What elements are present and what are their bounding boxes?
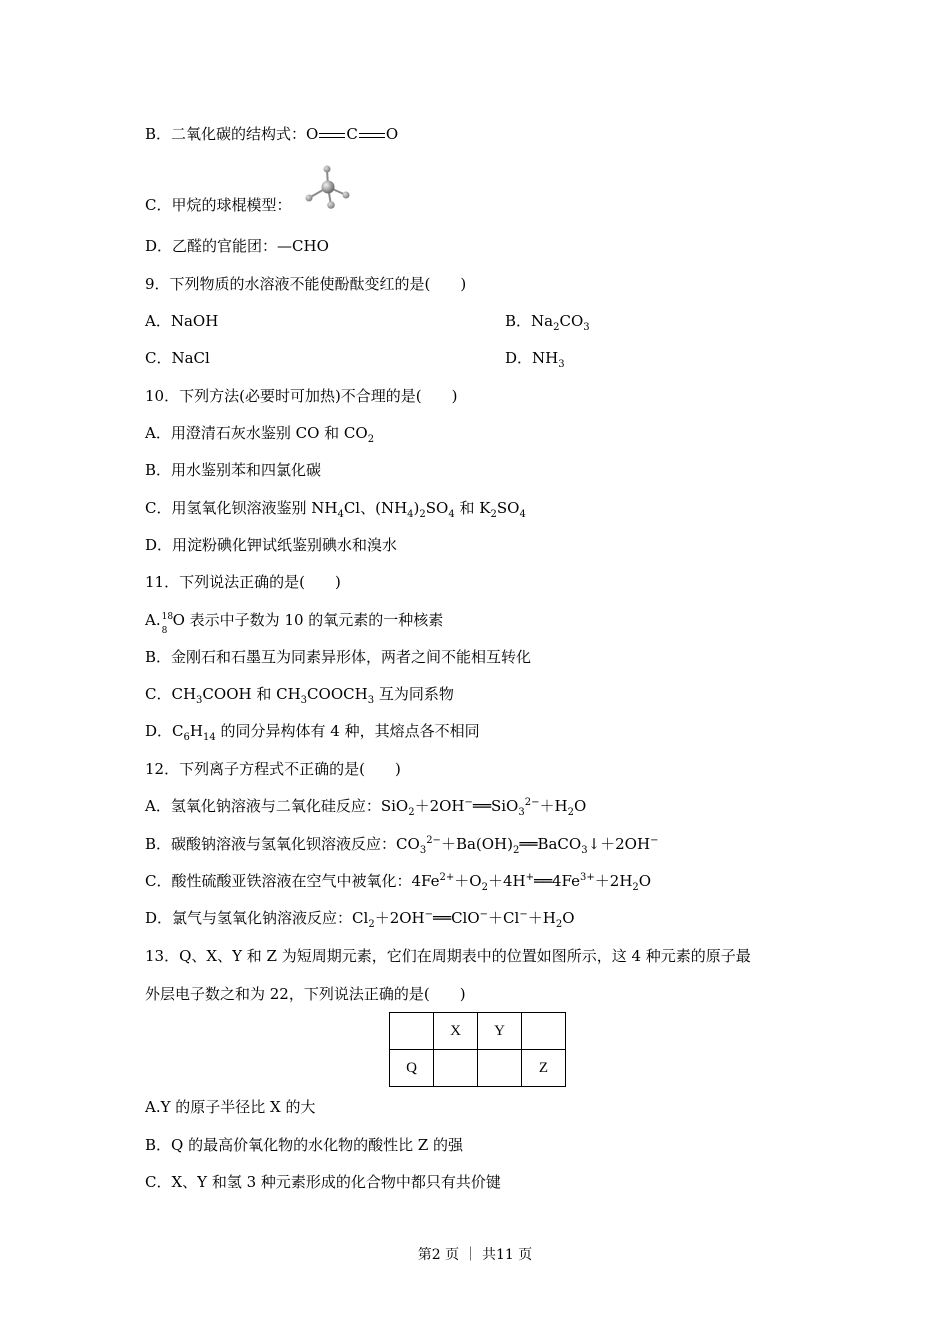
q8-option-b	[145, 124, 398, 144]
q11-stem	[145, 572, 341, 592]
option-text: A．NaOH	[145, 312, 219, 330]
formula-text: O	[306, 125, 319, 143]
option-text: A.Y 的原子半径比 X 的大	[145, 1098, 316, 1116]
q13-option-b	[145, 1135, 463, 1155]
q10-option-d	[145, 535, 397, 555]
q9-option-a	[145, 311, 218, 331]
option-text: B．金刚石和石墨互为同素异形体，两者之间不能相互转化	[145, 648, 532, 666]
q9-option-b: B．$Na_2CO_3$	[505, 312, 590, 333]
option-text: B．用水鉴别苯和四氯化碳	[145, 461, 322, 479]
double-bond-icon	[319, 133, 345, 138]
option-text: C．X、Y 和氢 3 种元素形成的化合物中都只有共价键	[145, 1173, 501, 1191]
option-text: B．二氧化碳的结构式：	[145, 125, 307, 143]
q11-option-a: A. 18 8 O 表示中子数为 10 的氧元素的一种核素	[145, 611, 444, 636]
option-text: B．Q 的最高价氧化物的水化物的酸性比 Z 的强	[145, 1136, 464, 1154]
table-cell	[390, 1013, 434, 1050]
methane-ball-stick-model-icon	[300, 165, 360, 215]
option-text: D．乙醛的官能团：—CHO	[145, 237, 329, 255]
q13-option-a	[145, 1097, 316, 1117]
q11-option-b	[145, 647, 531, 667]
q10-option-a: A．用澄清石灰水鉴别 CO 和 $CO_2$	[145, 424, 375, 445]
q11-option-d: D．$C_6H_{14}$ 的同分异构体有 4 种，其熔点各不相同	[145, 722, 480, 743]
question-text: 外层电子数之和为 22，下列说法正确的是( )	[145, 985, 466, 1003]
formula-text: O	[385, 125, 399, 143]
q12-option-a: A．氢氧化钠溶液与二氧化硅反应：$SiO_2+2OH^-══SiO_3^{2-}+H_2O$	[145, 797, 587, 818]
q10-option-c: C．用氢氧化钡溶液鉴别 $NH_4Cl$、$(NH_4)_2SO_4$ 和 $K_2SO_4$	[145, 499, 526, 520]
q13-stem-line1	[145, 946, 751, 966]
option-text: D．用淀粉碘化钾试纸鉴别碘水和溴水	[145, 536, 398, 554]
periodic-table-fragment	[389, 1012, 566, 1087]
question-text: 10．下列方法(必要时可加热)不合理的是( )	[145, 387, 458, 405]
q8-option-d	[145, 236, 329, 256]
table-cell: Y	[478, 1013, 522, 1050]
table-cell: Q	[390, 1050, 434, 1087]
option-text: C．甲烷的球棍模型：	[145, 196, 292, 214]
table-cell	[478, 1050, 522, 1087]
formula-text: C	[346, 125, 358, 143]
q8-option-c	[145, 195, 291, 215]
isotope-notation: 18 8	[161, 612, 174, 636]
question-text: 9．下列物质的水溶液不能使酚酞变红的是( )	[145, 275, 467, 293]
table-cell	[522, 1013, 566, 1050]
question-text: 13．Q、X、Y 和 Z 为短周期元素，它们在周期表中的位置如图所示，这 4 种元素的原子最	[145, 947, 751, 965]
double-bond-icon	[359, 133, 385, 138]
table-cell	[434, 1050, 478, 1087]
q13-option-c	[145, 1172, 501, 1192]
q12-stem	[145, 759, 401, 779]
q13-stem-line2	[145, 984, 466, 1004]
question-text: 11．下列说法正确的是( )	[145, 573, 341, 591]
q9-option-d: D．$NH_3$	[505, 349, 565, 370]
option-text: C．NaCl	[145, 349, 210, 367]
q9-option-c	[145, 348, 210, 368]
q9-stem	[145, 274, 466, 294]
q11-option-c: C．$CH_3COOH$ 和 $CH_3COOCH_3$ 互为同系物	[145, 685, 454, 706]
table-row	[390, 1050, 566, 1087]
q10-option-b	[145, 460, 321, 480]
table-row	[390, 1013, 566, 1050]
q12-option-c: C．酸性硫酸亚铁溶液在空气中被氧化：$4Fe^{2+}+O_2+4H^+══4Fe^{3+}+2H_2O$	[145, 872, 652, 893]
table-cell: X	[434, 1013, 478, 1050]
q10-stem	[145, 386, 458, 406]
table-cell: Z	[522, 1050, 566, 1087]
q12-option-d: D．氯气与氢氧化钠溶液反应：$Cl_2+2OH^-══ClO^-+Cl^-+H_2O$	[145, 909, 575, 930]
page-footer: 第2 页 ｜ 共11 页	[417, 1247, 533, 1263]
question-text: 12．下列离子方程式不正确的是( )	[145, 760, 401, 778]
q12-option-b: B．碳酸钠溶液与氢氧化钡溶液反应：$CO_3^{2-}+Ba(OH)_2══BaCO_3↓+2OH^-$	[145, 835, 659, 856]
